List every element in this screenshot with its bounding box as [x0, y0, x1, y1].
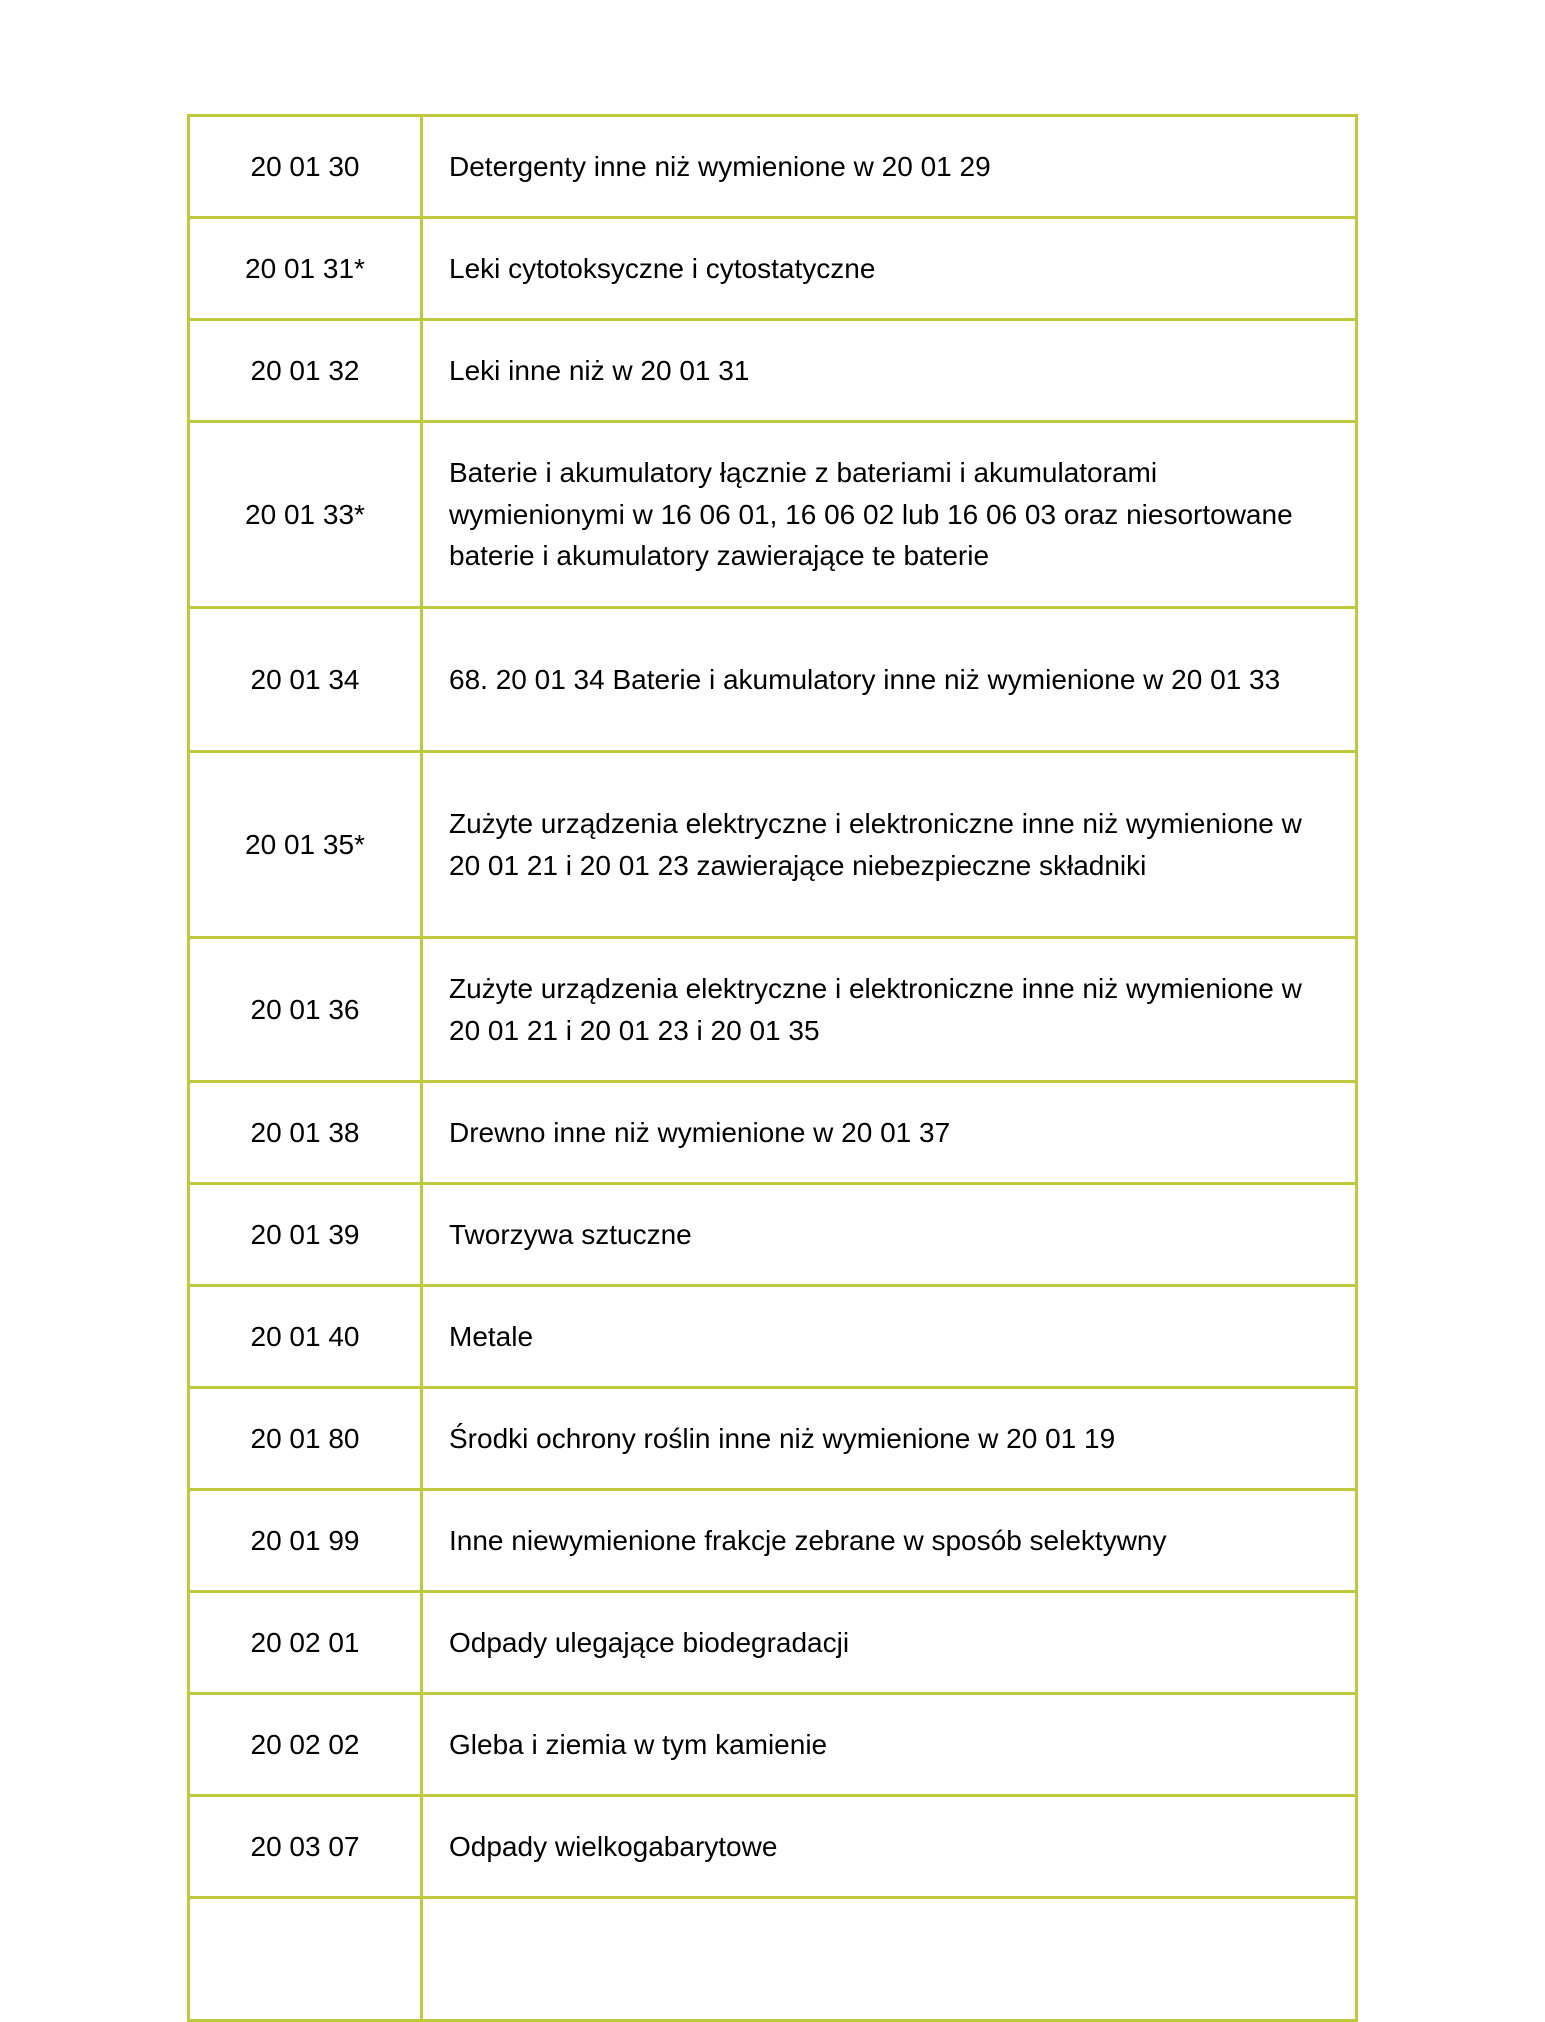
table-row	[189, 1184, 1357, 1286]
waste-description-cell: Tworzywa sztuczne	[422, 1184, 1357, 1286]
waste-code-cell: 20 02 02	[189, 1694, 422, 1796]
waste-code-cell: 20 01 39	[189, 1184, 422, 1286]
waste-description-cell	[422, 1898, 1357, 2021]
table-row	[189, 1490, 1357, 1592]
waste-code-cell: 20 01 38	[189, 1082, 422, 1184]
waste-code-cell: 20 03 07	[189, 1796, 422, 1898]
waste-code-cell: 20 01 31*	[189, 218, 422, 320]
waste-codes-table	[187, 114, 1358, 2022]
waste-description-cell: Baterie i akumulatory łącznie z bateriami i akumulatorami wymienionymi w 16 06 01, 16 06 02 lub 16 06 03 oraz niesortowane baterie i akumulatory zawierające te baterie	[422, 422, 1357, 608]
table-row-empty	[189, 1898, 1357, 2021]
table-row	[189, 938, 1357, 1082]
waste-code-cell: 20 01 99	[189, 1490, 422, 1592]
table-row	[189, 1388, 1357, 1490]
table-row	[189, 752, 1357, 938]
waste-description-cell: Drewno inne niż wymienione w 20 01 37	[422, 1082, 1357, 1184]
waste-description-cell: Metale	[422, 1286, 1357, 1388]
waste-code-cell: 20 01 80	[189, 1388, 422, 1490]
waste-description-cell: Gleba i ziemia w tym kamienie	[422, 1694, 1357, 1796]
waste-code-cell: 20 01 36	[189, 938, 422, 1082]
waste-code-cell: 20 01 30	[189, 116, 422, 218]
table-row	[189, 1796, 1357, 1898]
waste-code-cell: 20 01 34	[189, 608, 422, 752]
waste-description-cell: 68. 20 01 34 Baterie i akumulatory inne niż wymienione w 20 01 33	[422, 608, 1357, 752]
waste-code-cell: 20 02 01	[189, 1592, 422, 1694]
waste-description-cell: Odpady wielkogabarytowe	[422, 1796, 1357, 1898]
table-row	[189, 1694, 1357, 1796]
table-row	[189, 608, 1357, 752]
table-row	[189, 422, 1357, 608]
table-row	[189, 218, 1357, 320]
waste-code-cell: 20 01 40	[189, 1286, 422, 1388]
waste-code-cell: 20 01 35*	[189, 752, 422, 938]
table-row	[189, 116, 1357, 218]
waste-description-cell: Zużyte urządzenia elektryczne i elektroniczne inne niż wymienione w 20 01 21 i 20 01 23 i 20 01 35	[422, 938, 1357, 1082]
waste-description-cell: Inne niewymienione frakcje zebrane w sposób selektywny	[422, 1490, 1357, 1592]
waste-description-cell: Odpady ulegające biodegradacji	[422, 1592, 1357, 1694]
table-row	[189, 1082, 1357, 1184]
waste-description-cell: Leki cytotoksyczne i cytostatyczne	[422, 218, 1357, 320]
waste-description-cell: Środki ochrony roślin inne niż wymienione w 20 01 19	[422, 1388, 1357, 1490]
waste-description-cell: Leki inne niż w 20 01 31	[422, 320, 1357, 422]
table-row	[189, 320, 1357, 422]
table-row	[189, 1286, 1357, 1388]
waste-code-cell: 20 01 33*	[189, 422, 422, 608]
waste-description-cell: Zużyte urządzenia elektryczne i elektroniczne inne niż wymienione w 20 01 21 i 20 01 23 zawierające niebezpieczne składniki	[422, 752, 1357, 938]
table-row	[189, 1592, 1357, 1694]
waste-code-cell	[189, 1898, 422, 2021]
waste-code-cell: 20 01 32	[189, 320, 422, 422]
waste-description-cell: Detergenty inne niż wymienione w 20 01 29	[422, 116, 1357, 218]
